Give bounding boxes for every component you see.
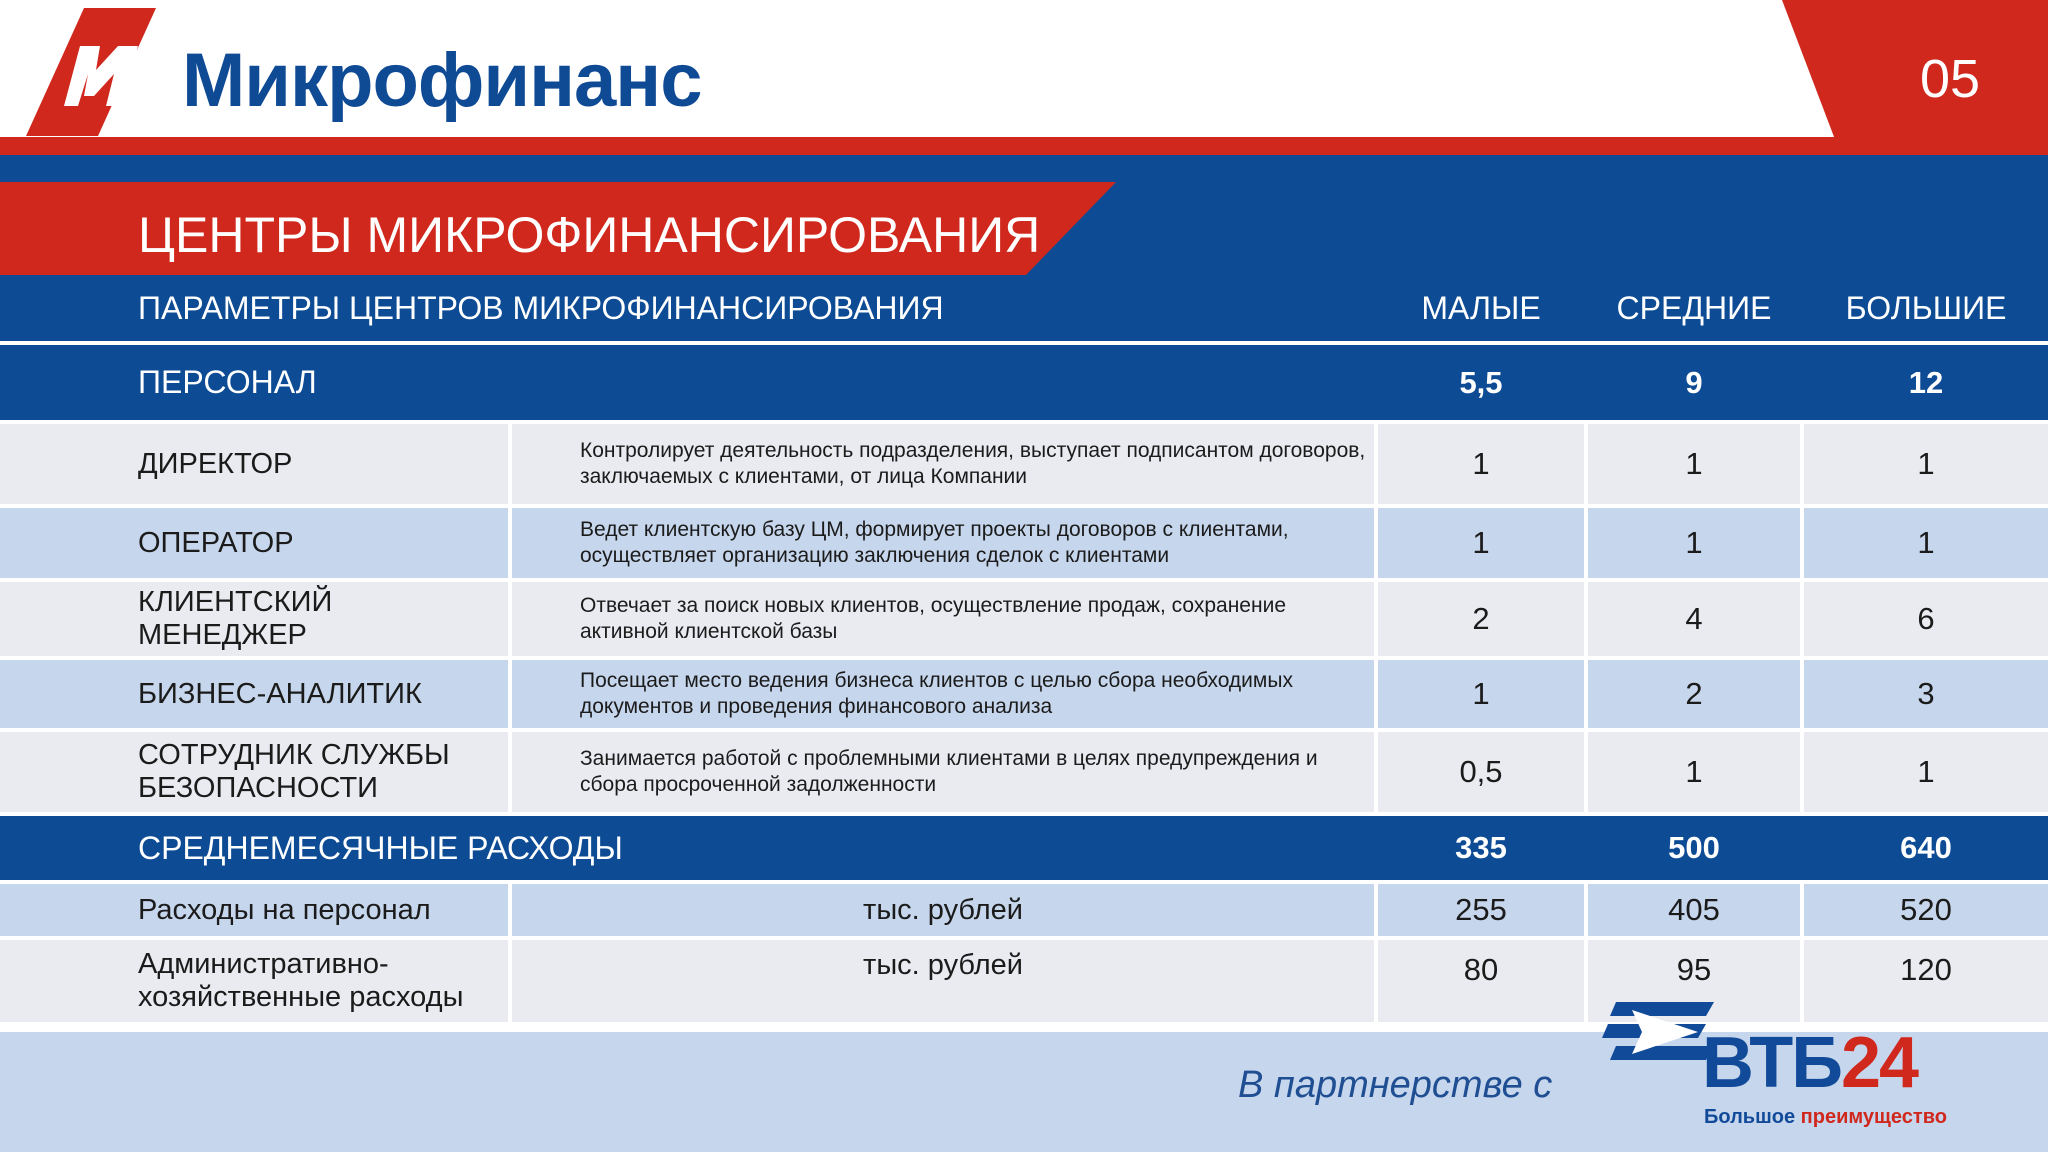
vtb-tagline	[1704, 1104, 1947, 1130]
page-number: 05	[1919, 49, 1981, 109]
table-row	[0, 508, 2048, 578]
expense-unit: тыс. рублей	[512, 884, 1374, 936]
role-count-small: 1	[1378, 424, 1584, 504]
table-row	[0, 660, 2048, 728]
role-count-large: 1	[1804, 424, 2048, 504]
role-count-large: 1	[1804, 508, 2048, 578]
partner-text: В партнерстве с	[1238, 1064, 1553, 1106]
role-description: Отвечает за поиск новых клиентов, осуществление продаж, сохранение активной клиентской базы	[512, 582, 1374, 656]
role-count-small: 0,5	[1378, 732, 1584, 812]
role-name: СОТРУДНИК СЛУЖБЫ БЕЗОПАСНОСТИ	[0, 732, 508, 812]
table-row	[0, 884, 2048, 936]
section-title: ЦЕНТРЫ МИКРОФИНАНСИРОВАНИЯ	[138, 207, 1041, 263]
role-count-medium: 2	[1588, 660, 1800, 728]
role-count-small: 1	[1378, 660, 1584, 728]
expenses-total-small: 335	[1378, 816, 1584, 880]
role-count-large: 3	[1804, 660, 2048, 728]
expenses-total-medium: 500	[1588, 816, 1800, 880]
logo-text: Микрофинанс	[182, 38, 702, 123]
table-row	[0, 424, 2048, 504]
column-header-large: БОЛЬШИЕ	[1804, 275, 2048, 341]
role-description: Занимается работой с проблемными клиентами в целях предупреждения и сбора просроченной задолженности	[512, 732, 1374, 812]
expense-value-small: 255	[1378, 884, 1584, 936]
role-description: Контролирует деятельность подразделения, выступает подписантом договоров, заключаемых с клиентами, от лица Компании	[512, 424, 1374, 504]
vtb-digits: 24	[1840, 1023, 1918, 1103]
role-count-medium: 1	[1588, 508, 1800, 578]
staff-total-small: 5,5	[1378, 345, 1584, 420]
expenses-total-large: 640	[1804, 816, 2048, 880]
staff-label: ПЕРСОНАЛ	[0, 345, 1374, 420]
expense-name: Расходы на персонал	[0, 884, 508, 936]
table-header-row	[0, 275, 2048, 341]
expense-value-medium: 405	[1588, 884, 1800, 936]
role-count-medium: 1	[1588, 732, 1800, 812]
mikrofinans-logo-icon	[26, 8, 156, 136]
expenses-total-row	[0, 816, 2048, 880]
role-count-large: 1	[1804, 732, 2048, 812]
table-row	[0, 582, 2048, 656]
staff-total-row	[0, 345, 2048, 420]
role-name: КЛИЕНТСКИЙ МЕНЕДЖЕР	[0, 582, 508, 656]
vtb-tagline-plain: Большое	[1704, 1106, 1796, 1128]
role-name: БИЗНЕС-АНАЛИТИК	[0, 660, 508, 728]
role-name: ДИРЕКТОР	[0, 424, 508, 504]
expenses-label: СРЕДНЕМЕСЯЧНЫЕ РАСХОДЫ	[0, 816, 1374, 880]
role-description: Ведет клиентскую базу ЦМ, формирует проекты договоров с клиентами, осуществляет организацию заключения сделок с клиентами	[512, 508, 1374, 578]
expense-value-medium: 95	[1588, 940, 1800, 1022]
expense-name: Административно-хозяйственные расходы	[0, 940, 508, 1022]
vtb-tagline-accent: преимущество	[1800, 1106, 1947, 1128]
role-count-small: 1	[1378, 508, 1584, 578]
role-count-large: 6	[1804, 582, 2048, 656]
header-divider	[0, 137, 2048, 155]
role-count-small: 2	[1378, 582, 1584, 656]
column-header-parameters: ПАРАМЕТРЫ ЦЕНТРОВ МИКРОФИНАНСИРОВАНИЯ	[0, 275, 1374, 341]
expense-unit: тыс. рублей	[512, 940, 1374, 1022]
column-header-small: МАЛЫЕ	[1378, 275, 1584, 341]
role-count-medium: 1	[1588, 424, 1800, 504]
staff-total-large: 12	[1804, 345, 2048, 420]
role-name: ОПЕРАТОР	[0, 508, 508, 578]
role-count-medium: 4	[1588, 582, 1800, 656]
staff-total-medium: 9	[1588, 345, 1800, 420]
column-header-medium: СРЕДНИЕ	[1588, 275, 1800, 341]
role-description: Посещает место ведения бизнеса клиентов с целью сбора необходимых документов и проведения финансового анализа	[512, 660, 1374, 728]
expense-value-small: 80	[1378, 940, 1584, 1022]
vtb-letters: ВТБ	[1702, 1023, 1841, 1103]
table-row	[0, 940, 2048, 1022]
vtb24-logo	[1702, 1023, 1918, 1103]
expense-value-large: 520	[1804, 884, 2048, 936]
table-row	[0, 732, 2048, 812]
expense-value-large: 120	[1804, 940, 2048, 1022]
